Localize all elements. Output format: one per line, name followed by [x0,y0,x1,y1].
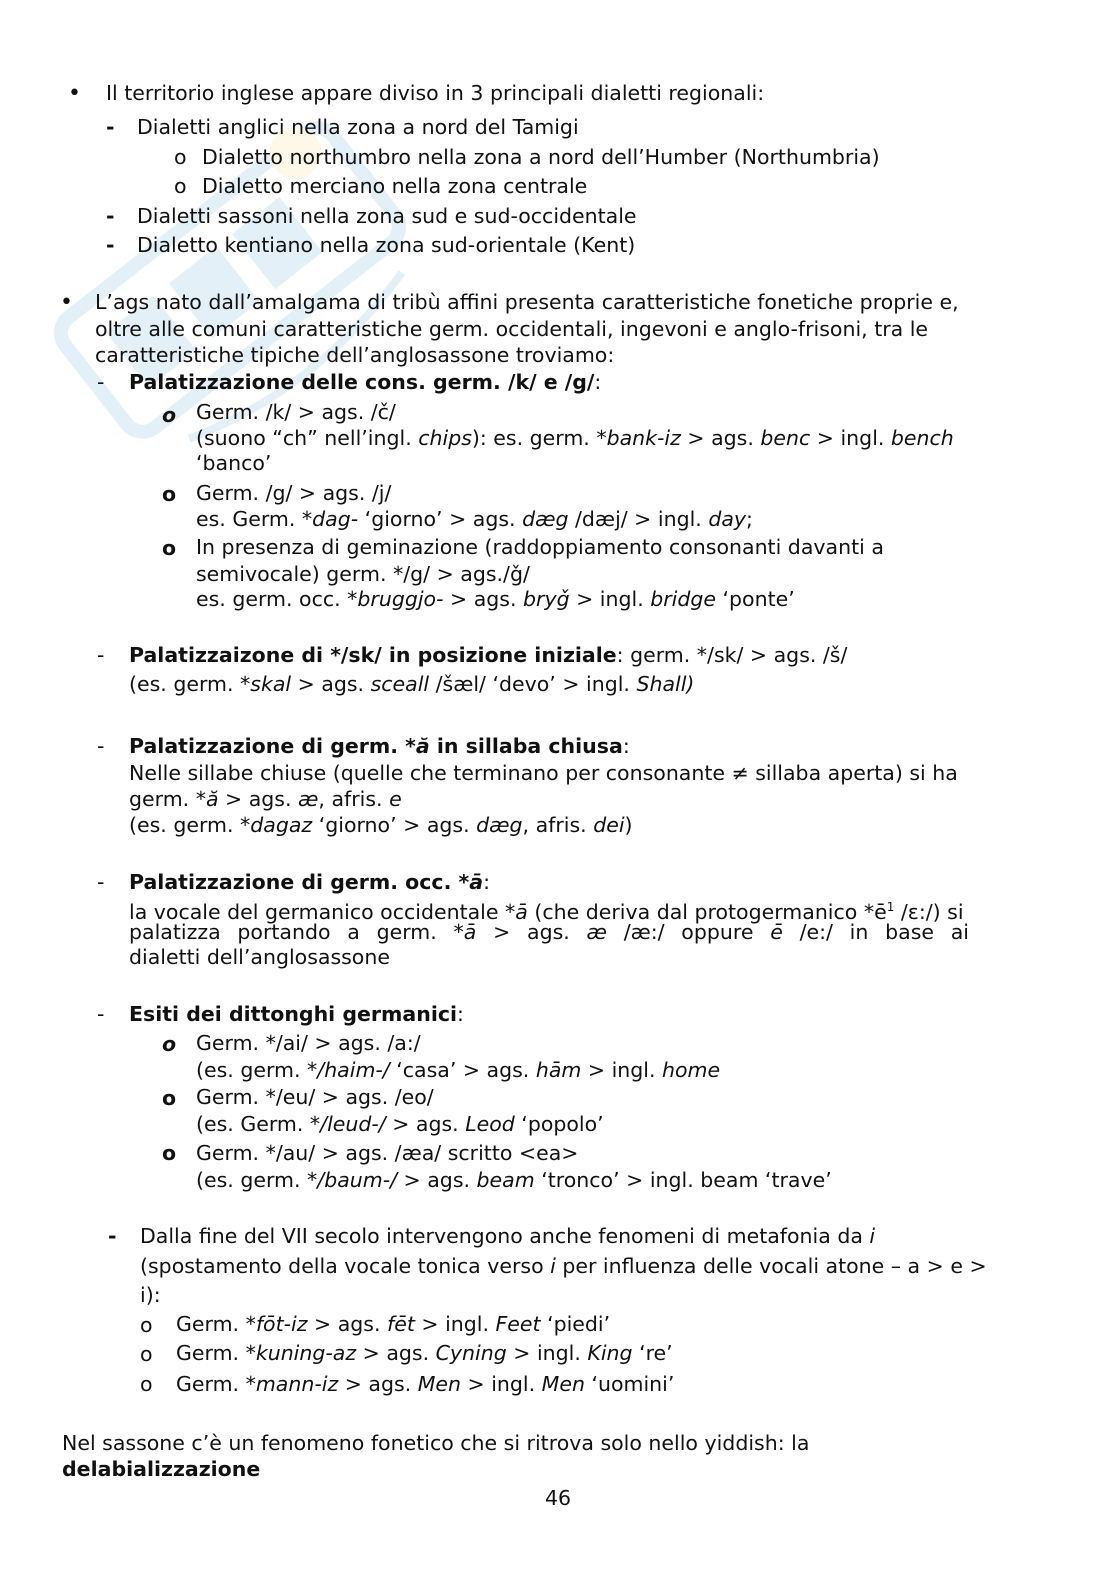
circle-marker: o [174,174,187,198]
page-number: 46 [544,1486,572,1510]
rule-line: (es. germ. *dagaz ‘giorno’ > ags. dæg, afris. dei) [129,813,633,837]
rule-line: Germ. */au/ > ags. /æa/ scritto <ea> [196,1141,579,1165]
circle-marker: o [162,1141,177,1165]
sec2-intro-line: oltre alle comuni caratteristiche germ. occidentali, ingevoni e anglo-frisoni, tra le [95,317,929,341]
circle-marker: o [140,1342,153,1366]
bullet-marker: • [68,81,81,106]
dash-marker: - [108,1224,117,1248]
example-line: Germ. *kuning-az > ags. Cyning > ingl. King ‘re’ [176,1341,673,1365]
dash-marker: - [106,233,115,257]
circle-marker: o [162,536,177,560]
rule-line: palatizza portando a germ. *ā > ags. æ /æ:/ oppure ē /e:/ in base ai [129,920,969,944]
sec2-intro-line: caratteristiche tipiche dell’anglosassone troviamo: [95,343,615,367]
rule-line: es. Germ. *dag- ‘giorno’ > ags. dæg /dæj/ > ingl. day; [196,507,753,531]
list-item: Dialetti anglici nella zona a nord del Tamigi [137,115,579,139]
rule-line: Germ. /k/ > ags. /č/ [196,400,396,424]
rule-line: ‘banco’ [196,451,272,475]
rule-line: Germ. */eu/ > ags. /eo/ [196,1085,434,1109]
sec1-intro: Il territorio inglese appare diviso in 3 principali dialetti regionali: [106,81,765,105]
rule-line: Dalla fine del VII secolo intervengono anche fenomeni di metafonia da i [140,1224,876,1248]
rule-line: germ. *ă > ags. æ, afris. e [129,787,402,811]
circle-marker: o [174,145,187,169]
circle-marker: o [162,482,177,506]
rule-line: dialetti dell’anglosassone [129,945,390,969]
sec2-intro-line: L’ags nato dall’amalgama di tribù affini presenta caratteristiche fonetiche proprie e, [95,290,959,314]
rule-line: In presenza di geminazione (raddoppiamento consonanti davanti a [196,535,884,559]
list-item: Dialetti sassoni nella zona sud e sud-occidentale [137,204,637,228]
closing-term: delabializzazione [62,1457,261,1481]
feature-heading: Palatizzazione delle cons. germ. /k/ e /g/: [129,370,602,394]
rule-line: (es. germ. */haim-/ ‘casa’ > ags. hām > ingl. home [196,1058,721,1082]
rule-line: semivocale) germ. */g/ > ags./ǧ/ [196,562,530,586]
circle-marker: o [162,1032,177,1056]
rule-line: la vocale del germanico occidentale *ā (che deriva dal protogermanico $*ē^1$ /ɛ:/) si [129,899,964,924]
list-item: Dialetto northumbro nella zona a nord dell’Humber (Northumbria) [202,145,880,169]
example-line: Germ. *mann-iz > ags. Men > ingl. Men ‘uomini’ [176,1372,675,1396]
rule-line: i): [140,1283,161,1307]
rule-line: (suono “ch” nell’ingl. chips): es. germ. *bank-iz > ags. benc > ingl. bench [196,426,954,450]
bullet-marker: • [60,290,73,315]
dash-marker: - [97,1002,105,1026]
rule-line: (es. germ. *skal > ags. sceall /šæl/ ‘devo’ > ingl. Shall) [129,672,695,696]
circle-marker: o [140,1313,153,1337]
dash-marker: - [97,643,105,667]
circle-marker: o [162,403,177,427]
circle-marker: o [162,1086,177,1110]
feature-heading: Palatizzazione di germ. *ă in sillaba chiusa: [129,734,630,758]
dash-marker: - [97,370,105,394]
rule-line: (spostamento della vocale tonica verso i per influenza delle vocali atone – a > e > [140,1254,987,1278]
dash-marker: - [97,734,105,758]
dash-marker: - [106,204,115,228]
rule-line: Nelle sillabe chiuse (quelle che terminano per consonante ≠ sillaba aperta) si ha [129,761,958,785]
circle-marker: o [140,1372,153,1396]
closing-text: Nel sassone c’è un fenomeno fonetico che si ritrova solo nello yiddish: la [62,1431,810,1455]
example-line: Germ. *fōt-iz > ags. fēt > ingl. Feet ‘piedi’ [176,1312,611,1336]
dash-marker: - [106,115,115,139]
dash-marker: - [97,870,105,894]
rule-line: Germ. */ai/ > ags. /a:/ [196,1031,421,1055]
rule-line: es. germ. occ. *bruggjo- > ags. bryǧ > ingl. bridge ‘ponte’ [196,587,795,611]
feature-heading: Palatizzaizone di */sk/ in posizione iniziale: germ. */sk/ > ags. /š/ [129,643,848,667]
feature-heading: Esiti dei dittonghi germanici: [129,1002,464,1026]
rule-line: Germ. /g/ > ags. /j/ [196,481,392,505]
rule-line: (es. Germ. */leud-/ > ags. Leod ‘popolo’ [196,1112,604,1136]
list-item: Dialetto kentiano nella zona sud-orientale (Kent) [137,233,636,257]
rule-line: (es. germ. */baum-/ > ags. beam ‘tronco’ > ingl. beam ‘trave’ [196,1168,832,1192]
list-item: Dialetto merciano nella zona centrale [202,174,588,198]
feature-heading: Palatizzazione di germ. occ. *ā: [129,870,490,894]
